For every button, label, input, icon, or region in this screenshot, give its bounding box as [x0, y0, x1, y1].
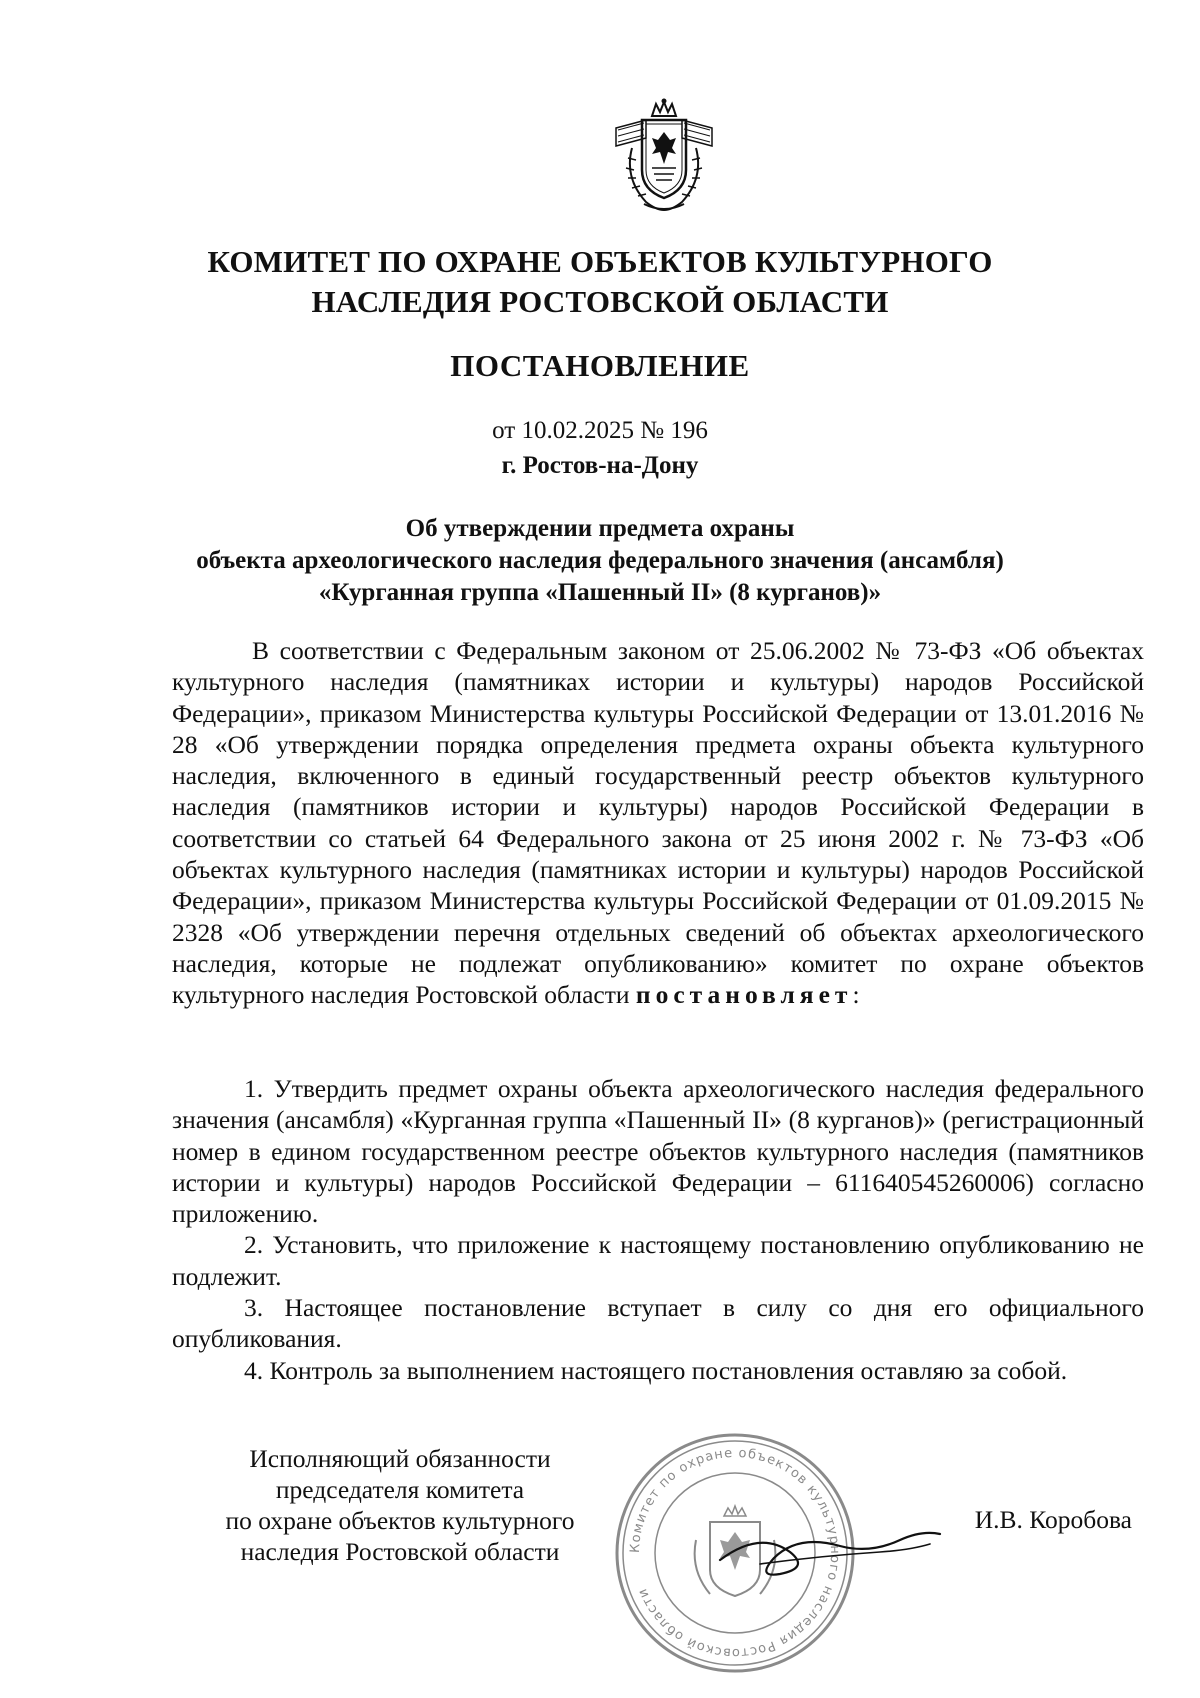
signatory-position: [180, 1443, 620, 1567]
preamble-section: [172, 635, 1144, 1011]
decree-point-4: 4. Контроль за выполнением настоящего постановления оставляю за собой.: [244, 1355, 1068, 1385]
handwritten-signature-icon: [700, 1490, 960, 1610]
seal-ring-text: Комитет по охране объектов культурного наследия Ростовской области: [627, 1445, 843, 1661]
decree-points: [172, 1073, 1144, 1386]
subject-line1: Об утверждении предмета охраны: [405, 515, 795, 542]
document-city: г. Ростов-на-Дону: [501, 452, 699, 479]
signatory-position-line3: по охране объектов культурного: [225, 1506, 575, 1535]
decree-point-3: 3. Настоящее постановление вступает в силу со дня его официального опубликования.: [172, 1293, 1144, 1354]
preamble-end: :: [852, 980, 860, 1010]
decree-point-2: 2. Установить, что приложение к настоящему постановлению опубликованию не подлежит.: [172, 1230, 1144, 1291]
organization-name-line2: НАСЛЕДИЯ РОСТОВСКОЙ ОБЛАСТИ: [311, 284, 889, 319]
signatory-name: И.В. Коробова: [974, 1505, 1132, 1534]
signatory-position-line4: наследия Ростовской области: [240, 1537, 560, 1566]
subject-line2: объекта археологического наследия федерального значения (ансамбля): [196, 547, 1004, 574]
decree-point-1: 1. Утвердить предмет охраны объекта археологического наследия федерального значения (ансамбля) «Курганная группа «Пашенный II» (8 курганов)» (регистрационный номер в едином государственном реестре объектов культурного наследия (памятников истории и культуры) народов Российской Федерации – 611640545260006) согласно приложению.: [172, 1074, 1144, 1229]
document-date-number: от 10.02.2025 № 196: [492, 417, 708, 444]
decree-word: постановляет: [635, 980, 853, 1010]
preamble-paragraph: [172, 635, 1144, 1011]
subject-line3: «Курганная группа «Пашенный II» (8 курганов)»: [318, 579, 882, 606]
organization-name: [0, 242, 1200, 322]
coat-of-arms-icon: [606, 98, 722, 216]
document-type: ПОСТАНОВЛЕНИЕ: [450, 348, 750, 383]
organization-name-line1: КОМИТЕТ ПО ОХРАНЕ ОБЪЕКТОВ КУЛЬТУРНОГО: [207, 244, 993, 279]
preamble-text: В соответствии с Федеральным законом от 25.06.2002 № 73-ФЗ «Об объектах культурного наследия (памятниках истории и культуры) народов Российской Федерации», приказом Министерства культуры Российской Федерации от 13.01.2016 № 28 «Об утверждении порядка определения предмета охраны объекта культурного наследия, включенного в единый государственный реестр объектов культурного наследия (памятников истории и культуры) народов Российской Федерации в соответствии со статьей 64 Федерального закона от 25 июня 2002 г. № 73-ФЗ «Об объектах культурного наследия (памятниках истории и культуры) народов Российской Федерации», приказом Министерства культуры Российской Федерации от 01.09.2015 № 2328 «Об утверждении перечня отдельных сведений об объектах археологического наследия, которые не подлежат опубликованию» комитет по охране объектов культурного наследия Ростовской области: [172, 636, 1144, 1010]
signatory-position-line2: председателя комитета: [275, 1475, 525, 1504]
document-subject: [0, 513, 1200, 609]
signatory-position-line1: Исполняющий обязанности: [249, 1444, 551, 1473]
